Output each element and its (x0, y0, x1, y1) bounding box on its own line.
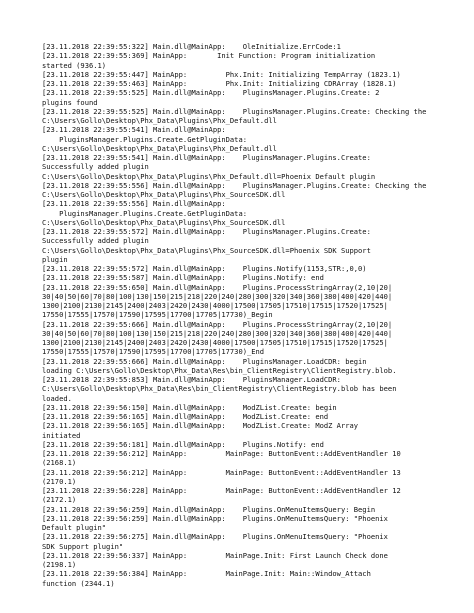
log-line: C:\Users\Gollo\Desktop\Phx_Data\Plugins\Phx_Default.dll (42, 143, 277, 153)
log-line: loading C:\Users\Gollo\Desktop\Phx_Data\Res\bin_ClientRegistry\ClientRegistry.blob. (42, 365, 397, 375)
log-line: (2198.1) (42, 560, 77, 569)
log-line: [23.11.2018 22:39:56:259] Main.dll@MainApp: Plugins.OnMenuItemsQuery: Begin (42, 504, 376, 514)
log-line: [23.11.2018 22:39:56:275] Main.dll@MainApp: Plugins.OnMenuItemsQuery: "Phoenix (42, 532, 388, 542)
log-line: [23.11.2018 22:39:56:165] Main.dll@MainApp: ModZList.Create: end (42, 412, 329, 421)
log-line: 1300|2100|2130|2145|2400|2403|2420|2430|4000|17500|17505|17510|17515|17520|17525| (42, 338, 388, 347)
log-line: [23.11.2018 22:39:55:572] Main.dll@MainApp: PluginsManager.Plugins.Create: (42, 227, 371, 236)
log-line: SDK Support plugin" (42, 541, 124, 551)
log-line: [23.11.2018 22:39:55:587] Main.dll@MainApp: Plugins.Notify: end (42, 273, 324, 283)
log-line: [23.11.2018 22:39:56:337] MainApp: MainPage.Init: First Launch Check done (42, 550, 388, 560)
log-line: C:\Users\Gollo\Desktop\Phx_Data\Plugins\Phx_SourceSDK.dll (42, 217, 286, 227)
log-line: [23.11.2018 22:39:55:650] Main.dll@MainApp: Plugins.ProcessStringArray(2,10|20| (42, 282, 393, 292)
log-line: [23.11.2018 22:39:56:212] MainApp: MainPage: ButtonEvent::AddEventHandler 13 (42, 467, 401, 477)
log-line: [23.11.2018 22:39:56:384] MainApp: MainPage.Init: Main::Window_Attach (42, 569, 371, 579)
log-line: [23.11.2018 22:39:55:525] Main.dll@MainApp: PluginsManager.Plugins.Create: Checking the (42, 106, 427, 116)
log-line: [23.11.2018 22:39:56:259] Main.dll@MainApp: Plugins.OnMenuItemsQuery: "Phoenix (42, 513, 388, 523)
log-line: Successfully added plugin (42, 236, 149, 246)
log-line: Default plugin" (42, 523, 107, 532)
log-line: C:\Users\Gollo\Desktop\Phx_Data\Plugins\Phx_SourceSDK.dll (42, 190, 286, 199)
log-line: Successfully added plugin (42, 162, 149, 172)
log-line: loaded. (42, 393, 72, 403)
log-line: [23.11.2018 22:39:55:541] Main.dll@MainApp: (42, 125, 226, 135)
log-text (42, 42, 442, 588)
log-line: [23.11.2018 22:39:56:212] MainApp: MainPage: ButtonEvent::AddEventHandler 10 (42, 449, 401, 458)
log-line: function (2344.1) (42, 578, 115, 588)
log-line: [23.11.2018 22:39:55:572] Main.dll@MainApp: Plugins.Notify(1153,STR:,0,0) (42, 264, 367, 273)
log-line: 17550|17555|17570|17590|17595|17700|17705|17730)_End (42, 347, 265, 357)
log-line: 30|40|50|60|70|80|100|130|150|215|218|220|240|280|300|320|340|360|380|400|420|440| (42, 328, 393, 338)
log-line: PluginsManager.Plugins.Create.GetPluginData: (42, 208, 247, 218)
log-line: [23.11.2018 22:39:55:556] Main.dll@MainApp: (42, 199, 226, 209)
log-line: [23.11.2018 22:39:55:666] Main.dll@MainApp: PluginsManager.LoadCDR: begin (42, 356, 367, 366)
log-line: PluginsManager.Plugins.Create.GetPluginData: (42, 134, 247, 144)
log-line: [23.11.2018 22:39:55:463] MainApp: Phx.Init: Initializing CDRArray (1828.1) (42, 79, 397, 88)
log-line: (2168.1) (42, 458, 77, 468)
log-line: started (936.1) (42, 60, 107, 70)
log-line: C:\Users\Gollo\Desktop\Phx_Data\Plugins\Phx_SourceSDK.dll=Phoenix SDK Support (42, 245, 371, 255)
log-line: [23.11.2018 22:39:56:150] Main.dll@MainApp: ModZList.Create: begin (42, 402, 337, 412)
log-line: [23.11.2018 22:39:55:541] Main.dll@MainApp: PluginsManager.Plugins.Create: (42, 153, 371, 162)
log-line: [23.11.2018 22:39:55:322] Main.dll@MainApp: OleInitialize.ErrCode:1 (42, 42, 341, 51)
log-line: (2172.1) (42, 495, 77, 505)
log-line: (2170.1) (42, 476, 77, 486)
log-line: [23.11.2018 22:39:55:853] Main.dll@MainApp: PluginsManager.LoadCDR: (42, 375, 341, 384)
log-line: C:\Users\Gollo\Desktop\Phx_Data\Res\bin_ClientRegistry\ClientRegistry.blob has been (42, 384, 397, 394)
log-line: [23.11.2018 22:39:55:525] Main.dll@MainApp: PluginsManager.Plugins.Create: 2 (42, 88, 380, 98)
log-line: initiated (42, 430, 81, 440)
log-line: [23.11.2018 22:39:55:369] MainApp: Init Function: Program initialization (42, 51, 376, 61)
log-line: [23.11.2018 22:39:56:181] Main.dll@MainApp: Plugins.Notify: end (42, 439, 324, 449)
log-line: [23.11.2018 22:39:55:556] Main.dll@MainApp: PluginsManager.Plugins.Create: Checking the (42, 180, 427, 190)
log-line: 1300|2100|2130|2145|2400|2403|2420|2430|4000|17500|17505|17510|17515|17520|17525| (42, 301, 388, 310)
log-line: [23.11.2018 22:39:55:666] Main.dll@MainApp: Plugins.ProcessStringArray(2,10|20| (42, 319, 393, 329)
log-line: [23.11.2018 22:39:56:228] MainApp: MainPage: ButtonEvent::AddEventHandler 12 (42, 486, 401, 495)
log-line: 17550|17555|17570|17590|17595|17700|17705|17730)_Begin (42, 310, 273, 320)
log-line: plugins found (42, 97, 98, 107)
log-line: plugin (42, 254, 68, 264)
log-line: 30|40|50|60|70|80|100|130|150|215|218|220|240|280|300|320|340|360|380|400|420|440| (42, 291, 393, 301)
log-line: [23.11.2018 22:39:55:447] MainApp: Phx.Init: Initializing TempArray (1823.1) (42, 69, 401, 79)
log-line: [23.11.2018 22:39:56:165] Main.dll@MainApp: ModZList.Create: ModZ Array (42, 421, 359, 431)
log-line: C:\Users\Gollo\Desktop\Phx_Data\Plugins\Phx_Default.dll (42, 116, 277, 125)
log-line: C:\Users\Gollo\Desktop\Phx_Data\Plugins\Phx_Default.dll=Phoenix Default plugin (42, 171, 376, 181)
